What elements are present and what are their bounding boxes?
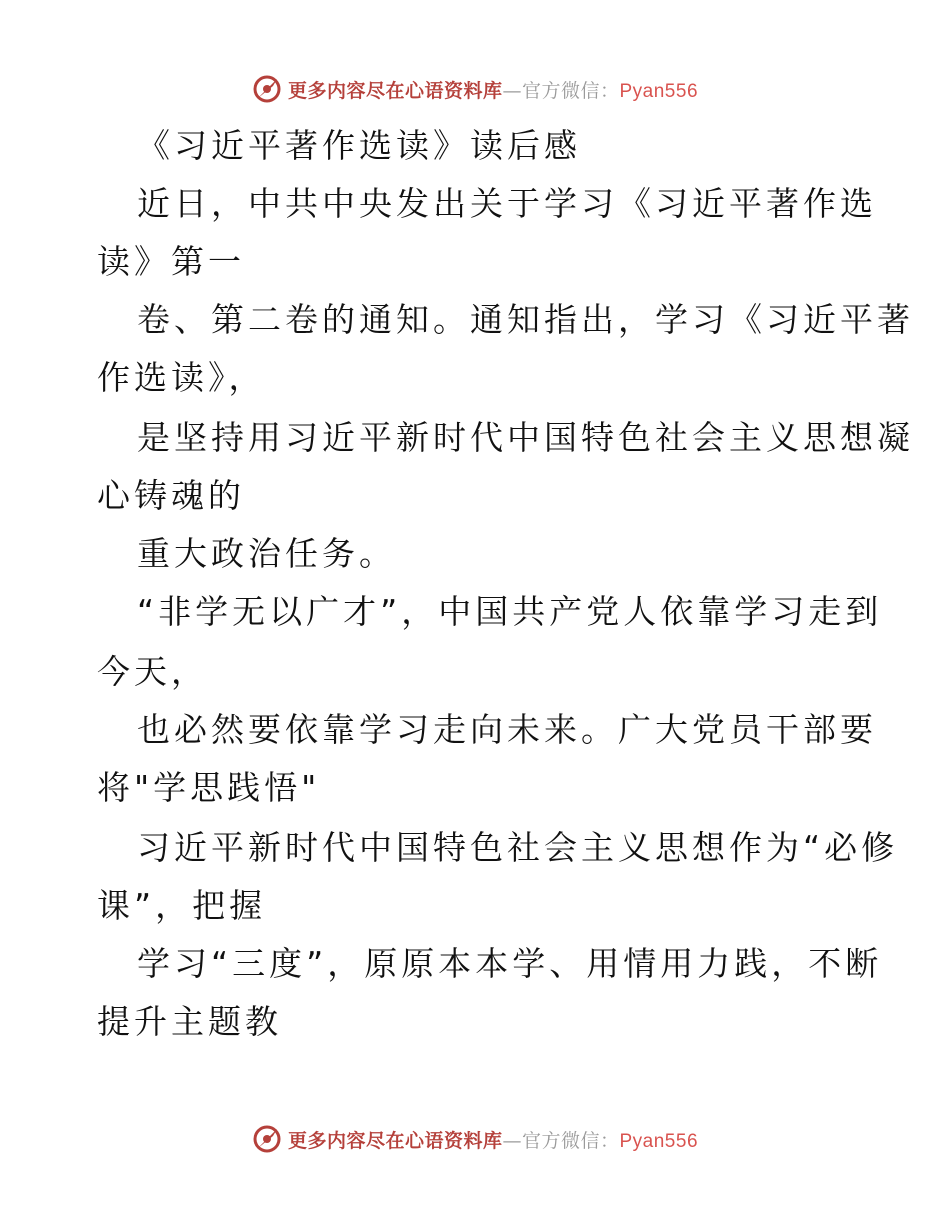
footer-watermark xyxy=(0,1122,950,1156)
watermark-wechat: Pyan556 xyxy=(619,80,699,102)
paragraph-line: 提升主题教 xyxy=(97,1002,282,1041)
watermark-label: 官方微信： xyxy=(521,79,620,102)
paragraph-line: 也必然要依靠学习走向未来。广大党员干部要 xyxy=(137,710,877,749)
watermark-dash: — xyxy=(502,79,522,102)
paragraph-line: 今天， xyxy=(97,652,208,691)
paragraph-line: 重大政治任务。 xyxy=(137,534,396,573)
quill-logo-icon xyxy=(252,1124,282,1154)
paragraph-line: 是坚持用习近平新时代中国特色社会主义思想凝 xyxy=(137,418,914,457)
paragraph-line: 学习“三度”，原原本本学、用情用力践，不断 xyxy=(137,944,883,983)
watermark-label: 官方微信： xyxy=(521,1129,620,1152)
document-title: 《习近平著作选读》读后感 xyxy=(137,126,581,165)
paragraph-line: 将"学思践悟" xyxy=(97,768,321,807)
paragraph-line: 近日，中共中央发出关于学习《习近平著作选 xyxy=(137,184,877,223)
paragraph-line: 卷、第二卷的通知。通知指出，学习《习近平著 xyxy=(137,300,914,339)
paragraph-line: “非学无以广才”，中国共产党人依靠学习走到 xyxy=(137,592,883,631)
paragraph-line: 读》第一 xyxy=(97,242,245,281)
paragraph-line: 作选读》， xyxy=(97,358,266,397)
watermark-site: 更多内容尽在心语资料库 xyxy=(287,1129,503,1152)
watermark-text xyxy=(288,1126,698,1153)
watermark-site: 更多内容尽在心语资料库 xyxy=(287,79,503,102)
paragraph-line: 习近平新时代中国特色社会主义思想作为“必修 xyxy=(137,828,899,867)
watermark-wechat: Pyan556 xyxy=(619,1130,699,1152)
paragraph-line: 心铸魂的 xyxy=(97,476,245,515)
paragraph-line: 课”，把握 xyxy=(97,886,267,925)
watermark-dash: — xyxy=(502,1129,522,1152)
